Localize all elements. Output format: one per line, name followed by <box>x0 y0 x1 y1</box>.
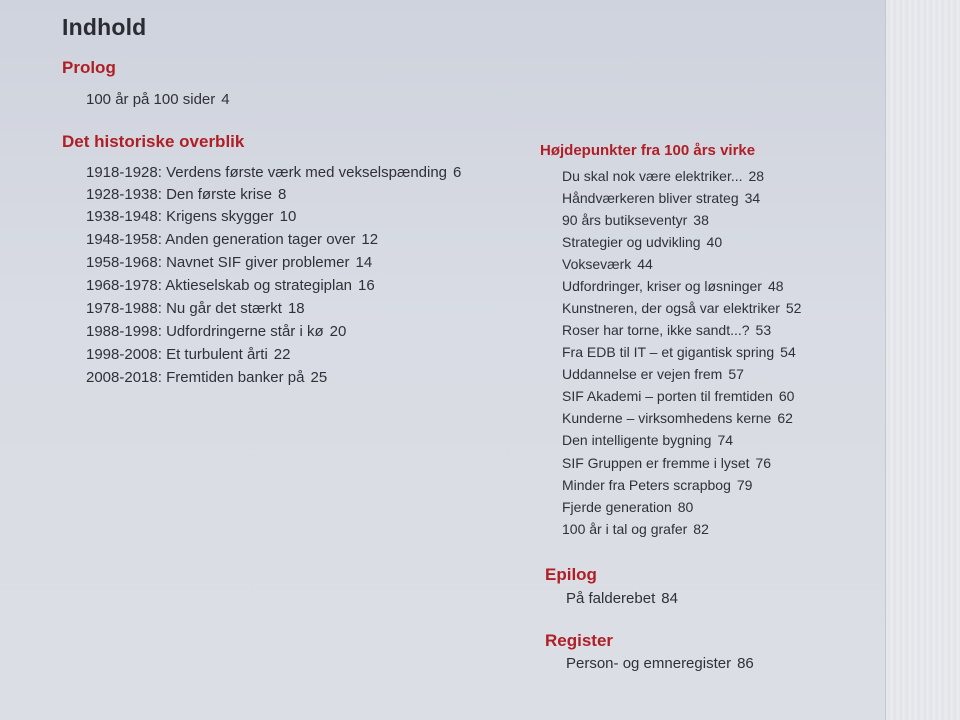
section-heading-register: Register <box>545 631 614 650</box>
toc-entry: Fra EDB til IT – et gigantisk spring 54 <box>562 344 796 360</box>
toc-entry: 1978-1988: Nu går det stærkt 18 <box>86 300 305 317</box>
toc-entry: Roser har torne, ikke sandt...? 53 <box>562 322 772 338</box>
toc-entry: 1958-1968: Navnet SIF giver problemer 14 <box>86 254 373 271</box>
toc-entry: 1998-2008: Et turbulent årti 22 <box>86 346 291 363</box>
section-heading-prolog: Prolog <box>62 58 116 77</box>
toc-entry: Person- og emneregister 86 <box>566 655 754 672</box>
toc-entry: Strategier og udvikling 40 <box>562 234 723 250</box>
section-heading-overview: Det historiske overblik <box>62 132 245 151</box>
toc-entry: 1968-1978: Aktieselskab og strategiplan 16 <box>86 277 375 294</box>
toc-entry: 1988-1998: Udfordringerne står i kø 20 <box>86 323 347 340</box>
page-title: Indhold <box>62 14 147 40</box>
toc-entry: Håndværkeren bliver strateg 34 <box>562 190 761 206</box>
toc-entry: Udfordringer, kriser og løsninger 48 <box>562 278 784 294</box>
section-heading-highlights: Højdepunkter fra 100 års virke <box>540 142 756 159</box>
section-heading-epilog: Epilog <box>545 565 597 584</box>
toc-entry: 1918-1928: Verdens første værk med vekselspænding 6 <box>86 164 462 181</box>
toc-entry: 1928-1938: Den første krise 8 <box>86 186 287 203</box>
toc-entry: 2008-2018: Fremtiden banker på 25 <box>86 369 328 386</box>
page-edge <box>885 0 960 720</box>
toc-entry: 100 år på 100 sider 4 <box>86 91 230 108</box>
toc-entry: Vokseværk 44 <box>562 256 653 272</box>
toc-entry: Kunstneren, der også var elektriker 52 <box>562 300 802 316</box>
toc-entry: 1938-1948: Krigens skygger 10 <box>86 208 297 225</box>
toc-entry: Kunderne – virksomhedens kerne 62 <box>562 410 793 426</box>
toc-entry: Du skal nok være elektriker... 28 <box>562 168 765 184</box>
toc-entry: Minder fra Peters scrapbog 79 <box>562 477 753 493</box>
toc-entry: 100 år i tal og grafer 82 <box>562 521 709 537</box>
toc-entry: Uddannelse er vejen frem 57 <box>562 366 744 382</box>
toc-entry: På falderebet 84 <box>566 590 678 607</box>
toc-entry: Den intelligente bygning 74 <box>562 432 734 448</box>
toc-entry: Fjerde generation 80 <box>562 499 694 515</box>
toc-entry: 1948-1958: Anden generation tager over 12 <box>86 231 379 248</box>
toc-entry: 90 års butikseventyr 38 <box>562 212 709 228</box>
toc-entry: SIF Gruppen er fremme i lyset 76 <box>562 455 772 471</box>
toc-entry: SIF Akademi – porten til fremtiden 60 <box>562 388 795 404</box>
